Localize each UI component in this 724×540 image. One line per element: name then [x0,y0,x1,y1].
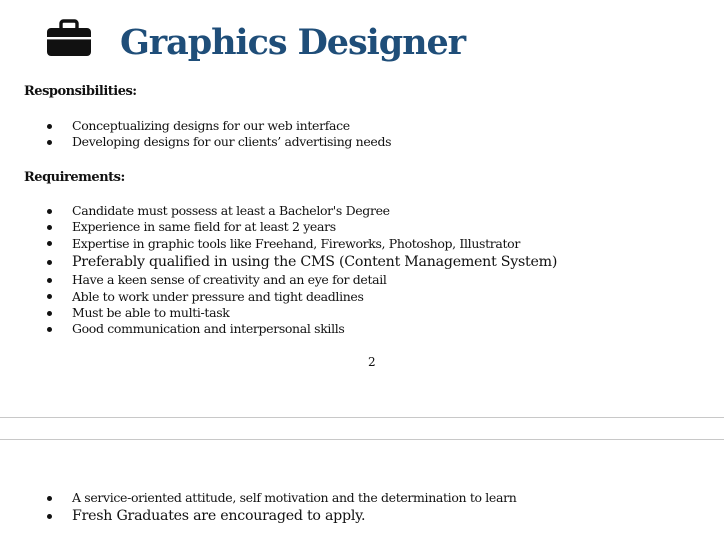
list-item-text: Preferably qualified in using the CMS (Content Management System) [72,254,558,271]
list-item [0,118,391,134]
list-item-text: Candidate must possess at least a Bachelor's Degree [72,203,390,218]
list-item [0,305,557,321]
list-item [0,321,557,337]
list-item-text: Able to work under pressure and tight deadlines [72,288,364,304]
list-item-text: Good communication and interpersonal skills [72,321,345,337]
bullet-icon [47,514,52,519]
list-item [0,506,516,526]
list-item-text: Experience in same field for at least 2 years [72,219,336,235]
list-item-text: Conceptualizing designs for our web interface [72,118,350,133]
bullet-icon [47,225,52,230]
bullet-icon [47,209,52,214]
bullet-icon [47,140,52,145]
list-item-text: Expertise in graphic tools like Freehand, Fireworks, Photoshop, Illustrator [72,235,520,251]
responsibilities-heading: Responsibilities: [24,84,137,99]
responsibilities-list [0,118,391,151]
briefcase-icon [46,19,92,57]
list-item-text: Have a keen sense of creativity and an eye for detail [72,272,387,288]
list-item [0,289,557,305]
list-item-text: Fresh Graduates are encouraged to apply. [72,508,366,525]
bullet-icon [47,327,52,332]
bullet-icon [47,278,52,283]
page-bottom-edge [0,417,724,418]
bullet-icon [47,294,52,299]
list-item [0,272,557,288]
bullet-icon [47,241,52,246]
page-number: 2 [368,355,376,369]
continued-list [0,490,516,526]
list-item [0,236,557,252]
list-item-text: Developing designs for our clients’ advertising needs [72,134,392,150]
bullet-icon [47,124,52,129]
page-title: Graphics Designer [120,22,465,63]
list-item-text: A service-oriented attitude, self motivation and the determination to learn [72,490,517,505]
list-item [0,252,557,272]
list-item-text: Must be able to multi-task [72,304,230,320]
requirements-heading: Requirements: [24,170,125,185]
requirements-list [0,203,557,338]
list-item [0,203,557,219]
bullet-icon [47,311,52,316]
bullet-icon [47,260,52,265]
list-item [0,134,391,150]
list-item [0,490,516,506]
page-top-edge [0,439,724,440]
list-item [0,219,557,235]
bullet-icon [47,496,52,501]
